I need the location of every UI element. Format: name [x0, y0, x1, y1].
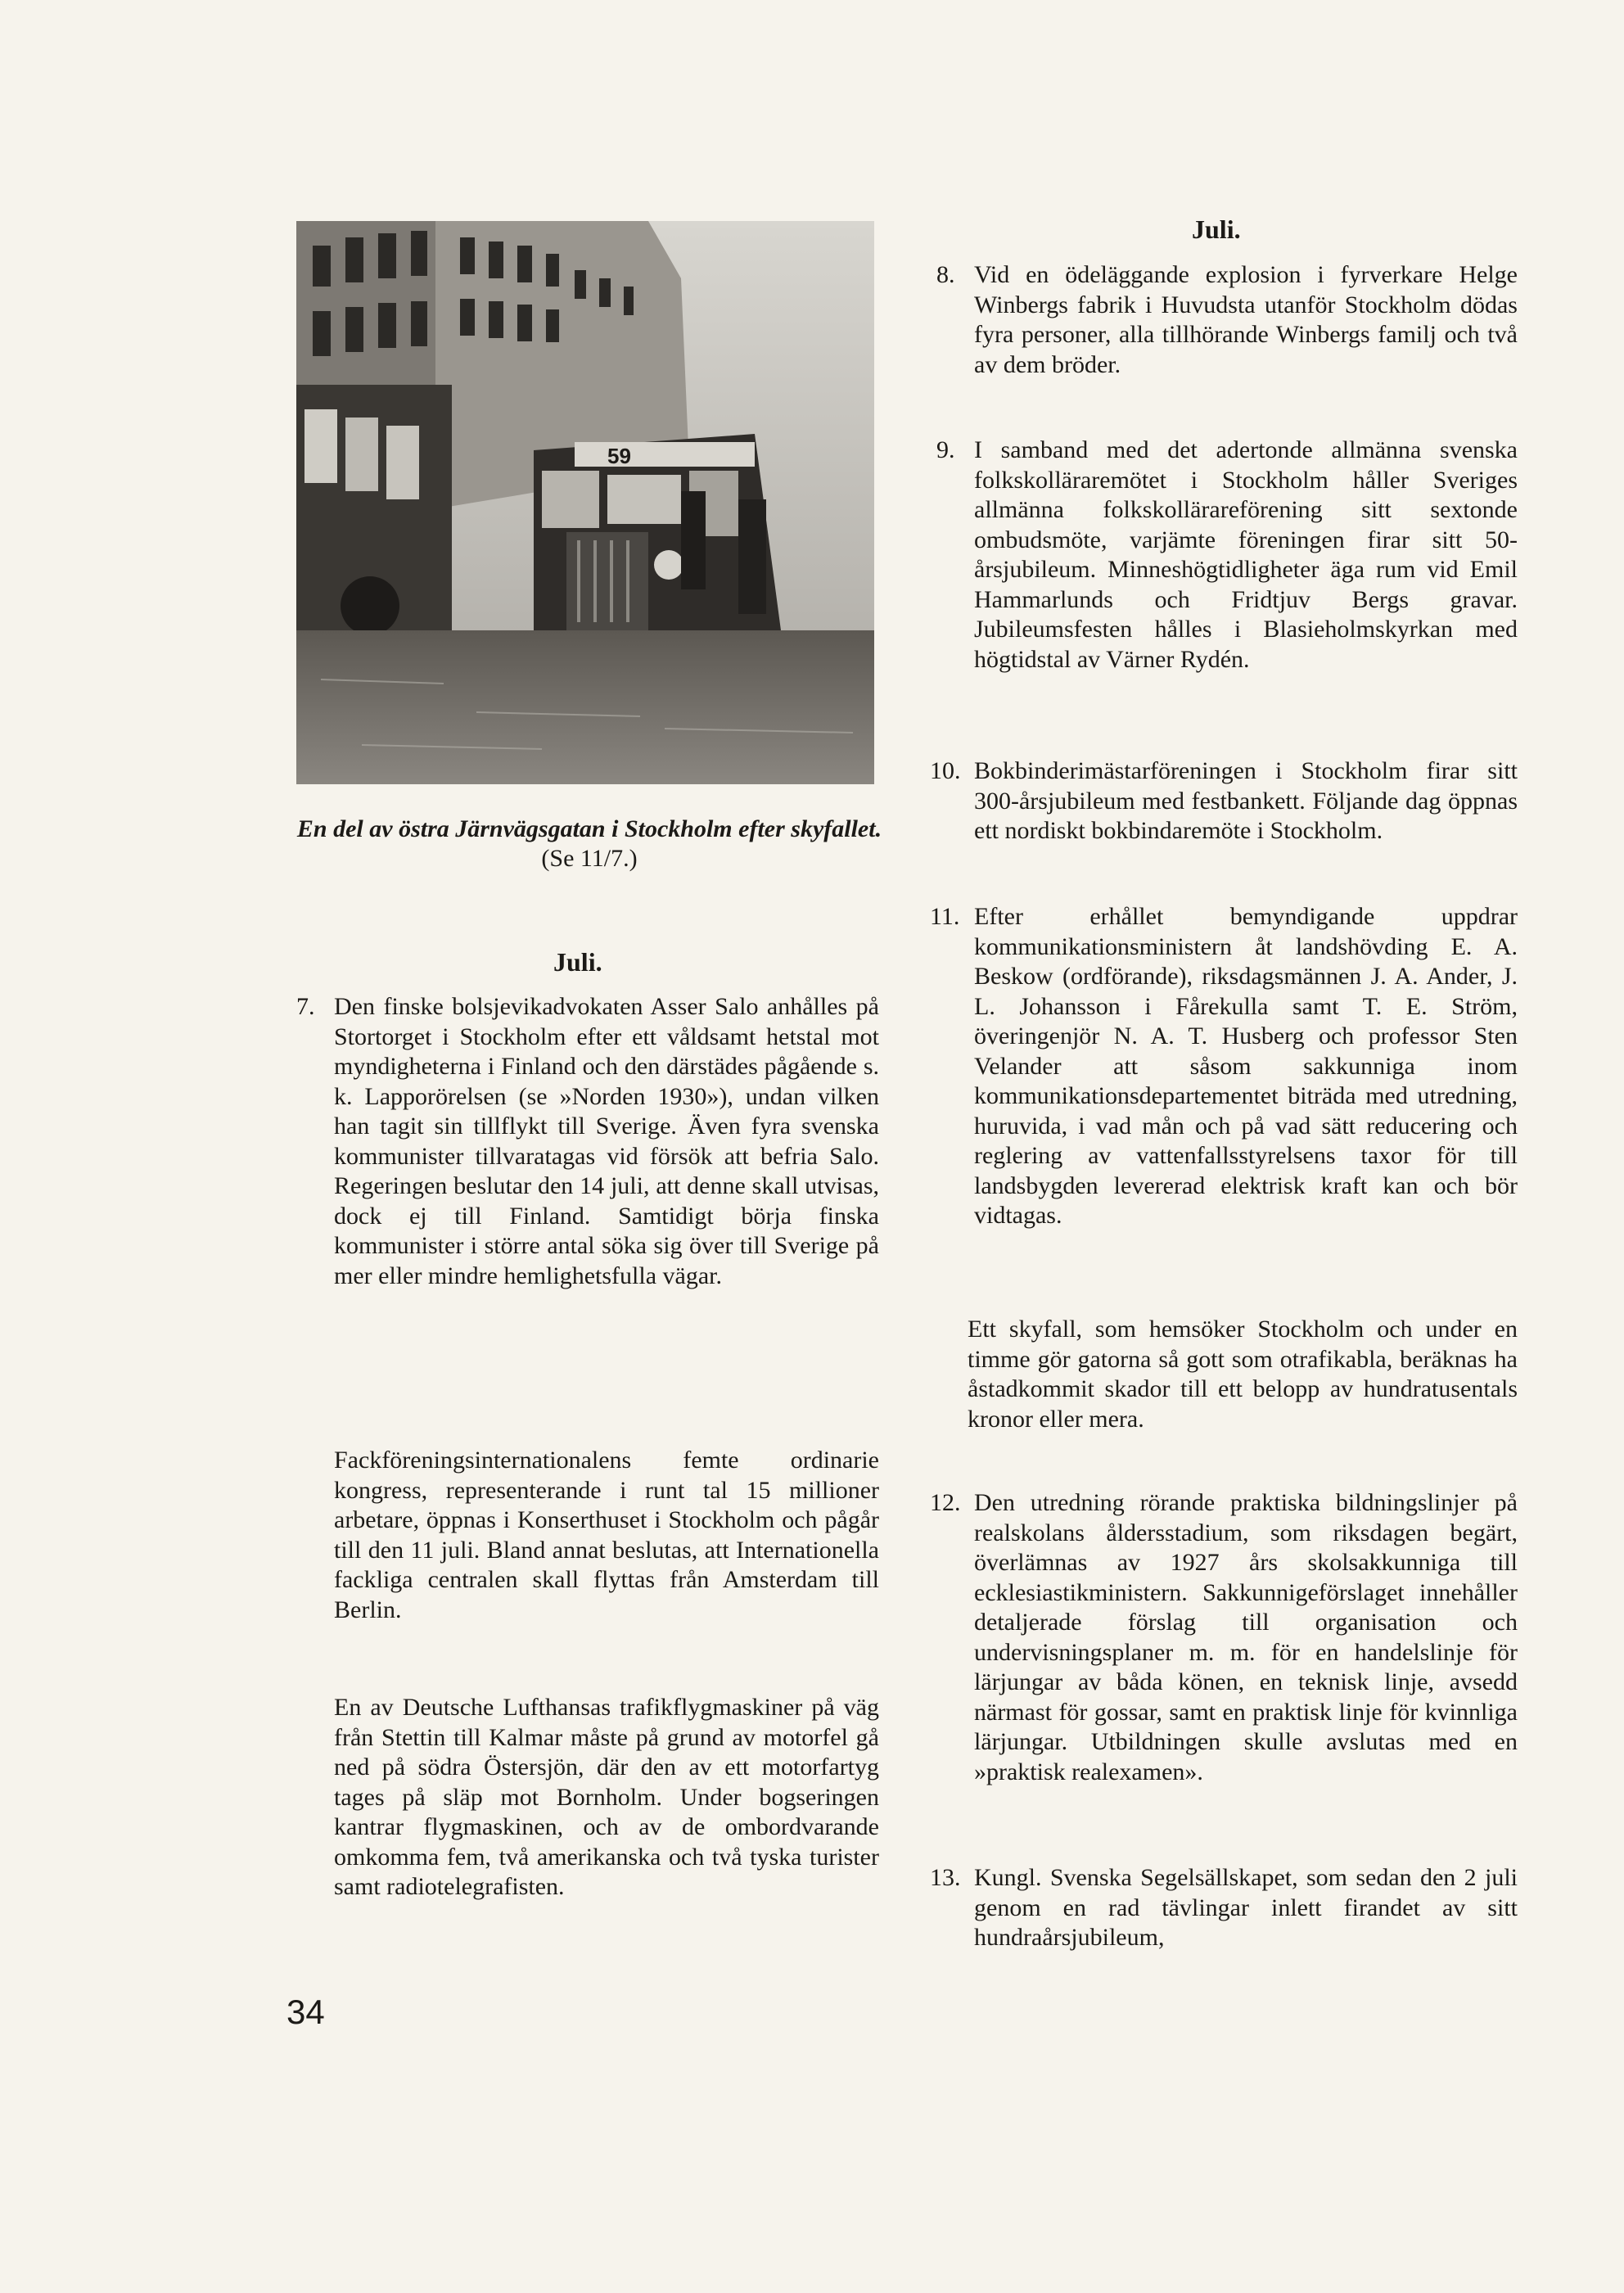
entry-9-num: 9.: [936, 436, 955, 463]
entry-9-text: I samband med det adertonde allmänna svenska folkskolläraremötet i Stockholm håller Sveriges allmänna folkskollärareförening sitt sextonde ombudsmöte, varjämte föreningen firar sitt 50-årsjubileum. Minneshögtidligheter äga rum vid Emil Hammarlunds och Fridtjuv Bergs gravar. Jubileumsfesten hålles i Blasieholmskyrkan med högtidstal av Värner Rydén.: [974, 436, 1518, 673]
entry-13-num: 13.: [930, 1864, 961, 1891]
entry-12: [930, 1488, 1518, 1787]
entry-9: [936, 436, 1518, 675]
entry-11-text: Efter erhållet bemyndigande uppdrar kommunikationsministern åt landshövding E. A. Beskow (ordförande), riksdagsmännen J. A. Ander, J. L. Johansson i Fårekulla samt T. E. Ström, överingenjör N. A. T. Husberg och professor Sten Velander att såsom sakkunniga inom kommunikationsdepartementet biträda med utredning, huruvida, i vad mån och på vad sätt reducering och reglering av vattenfallsstyrelsens taxor för till landsbygden levererad elektrisk kraft kan och bör vidtagas.: [974, 903, 1518, 1229]
entry-13: [930, 1863, 1518, 1953]
paragraph-fackforeningsinternationalen: Fackföreningsinternationalens femte ordinarie kongress, representerande i runt tal 15 millioner arbetare, öppnas i Konserthuset i Stockholm och pågår till den 11 juli. Bland annat beslutas, att Internationella fackliga centralen skall flyttas från Amsterdam till Berlin.: [334, 1447, 879, 1623]
entry-12-text: Den utredning rörande praktiska bildningslinjer på realskolans åldersstadium, som riksdagen begärt, överlämnas av 1927 års skolsakkunniga till ecklesiastikministern. Sakkunnigeförslaget innehåller detaljerade förslag till organisation och undervisningsplaner m. m. för en handelslinje för lärjungar av båda könen, en teknisk linje, avsedd närmast för gossar, samt en praktisk linje för kvinnliga lärjungar. Utbildningen skulle avslutas med en »praktisk realexamen».: [974, 1489, 1518, 1785]
entry-11: [930, 902, 1518, 1231]
entry-13-text: Kungl. Svenska Segelsällskapet, som sedan den 2 juli genom en rad tävlingar inlett firandet av sitt hundraårsjubileum,: [974, 1864, 1518, 1951]
entry-7-text: Den finske bolsjevikadvokaten Asser Salo anhålles på Stortorget i Stockholm efter ett våldsamt hetstal mot myndigheterna i Finland och den därstädes pågående s. k. Lapporörelsen (se »Norden 1930»), undan vilken han tagit sin tillflykt till Sverige. Även fyra svenska kommunister tillvaratagas vid försök att befria Salo. Regeringen beslutar den 14 juli, att denne skall utvisas, dock ej till Finland. Samtidigt börja finska kommunister i större antal söka sig över till Sverige på mer eller mindre hemlighetsfulla vägar.: [334, 993, 879, 1289]
entry-8-text: Vid en ödeläggande explosion i fyrverkare Helge Winbergs fabrik i Huvudsta utanför Stockholm dödas fyra personer, alla tillhörande Winbergs familj och två av dem bröder.: [974, 261, 1518, 378]
entry-8: [936, 260, 1518, 380]
entry-10: [930, 756, 1518, 846]
photo-flooded-street: [296, 221, 874, 784]
caption-ref: (Se 11/7.): [541, 845, 638, 872]
paragraph-skyfall: Ett skyfall, som hemsöker Stockholm och under en timme gör gatorna så gott som otrafikabla, beräknas ha åstadkommit skador till ett belopp av hundratusentals kronor eller mera.: [968, 1316, 1518, 1433]
entry-10-num: 10.: [930, 757, 961, 784]
right-heading: Juli.: [1192, 214, 1241, 244]
page-number: 34: [286, 1993, 325, 2031]
paragraph-lufthansa: En av Deutsche Lufthansas trafikflygmaskiner på väg från Stettin till Kalmar måste på grund av motorfel gå ned på södra Östersjön, där den av ett motorfartyg tages på släp mot Bornholm. Under bogseringen kantrar flygmaskinen, och av de ombordvarande omkomma fem, två amerikanska och två tyska turister samt radiotelegrafisten.: [334, 1694, 879, 1900]
caption-italic: En del av östra Järnvägsgatan i Stockholm efter skyfallet.: [296, 815, 882, 842]
left-heading: Juli.: [553, 947, 602, 977]
entry-12-num: 12.: [930, 1489, 961, 1516]
photo-flooded-street-icon: [296, 221, 874, 784]
entry-7-num: 7.: [296, 993, 315, 1020]
entry-8-num: 8.: [936, 261, 955, 288]
entry-11-num: 11.: [930, 903, 960, 930]
photo-caption: [286, 815, 892, 873]
entry-7: [296, 992, 879, 1291]
svg-text:59: 59: [607, 444, 631, 468]
entry-10-text: Bokbinderimästarföreningen i Stockholm firar sitt 300-årsjubileum med festbankett. Följande dag öppnas ett nordiskt bokbindaremöte i Stockholm.: [974, 757, 1518, 844]
